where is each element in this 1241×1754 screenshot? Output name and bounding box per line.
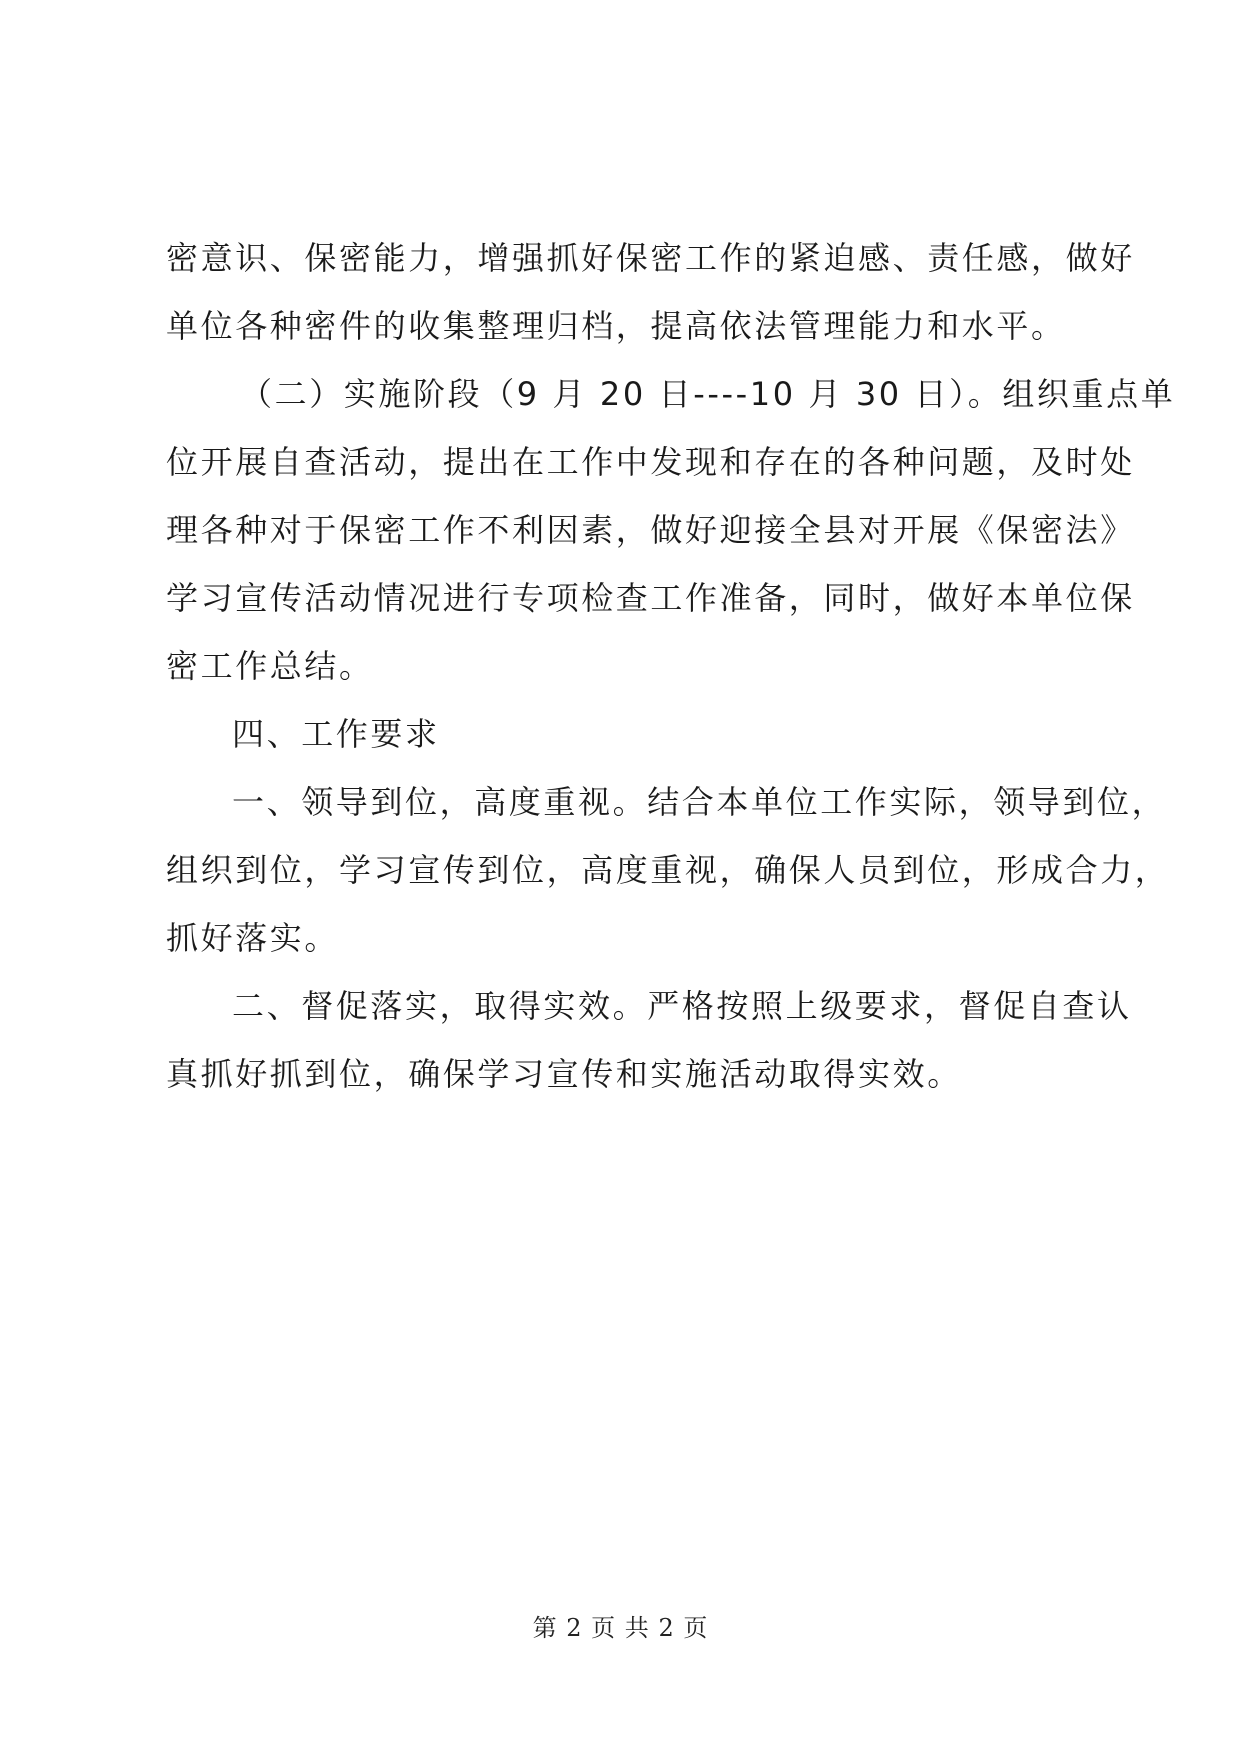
- section-heading: 四、工作要求: [232, 715, 440, 753]
- paragraph-line: 二、督促落实，取得实效。严格按照上级要求，督促自查认: [232, 987, 1132, 1025]
- paragraph-line: 学习宣传活动情况进行专项检查工作准备，同时，做好本单位保: [166, 579, 1135, 617]
- paragraph-line: 位开展自查活动，提出在工作中发现和存在的各种问题，及时处: [166, 443, 1135, 481]
- paragraph-line: （二）实施阶段（9 月 20 日----10 月 30 日）。组织重点单: [240, 375, 1176, 413]
- paragraph-line: 组织到位，学习宣传到位，高度重视，确保人员到位，形成合力，: [166, 851, 1170, 889]
- paragraph-line: 真抓好抓到位，确保学习宣传和实施活动取得实效。: [166, 1055, 962, 1093]
- paragraph-line: 理各种对于保密工作不利因素，做好迎接全县对开展《保密法》: [166, 511, 1135, 549]
- paragraph-line: 密意识、保密能力，增强抓好保密工作的紧迫感、责任感，做好: [166, 239, 1135, 277]
- paragraph-line: 密工作总结。: [166, 647, 374, 685]
- paragraph-line: 单位各种密件的收集整理归档，提高依法管理能力和水平。: [166, 307, 1066, 345]
- paragraph-line: 一、领导到位，高度重视。结合本单位工作实际，领导到位，: [232, 783, 1167, 821]
- document-body: [166, 224, 1176, 1108]
- paragraph-line: 抓好落实。: [166, 919, 340, 957]
- page-footer: 第 2 页 共 2 页: [532, 1614, 709, 1642]
